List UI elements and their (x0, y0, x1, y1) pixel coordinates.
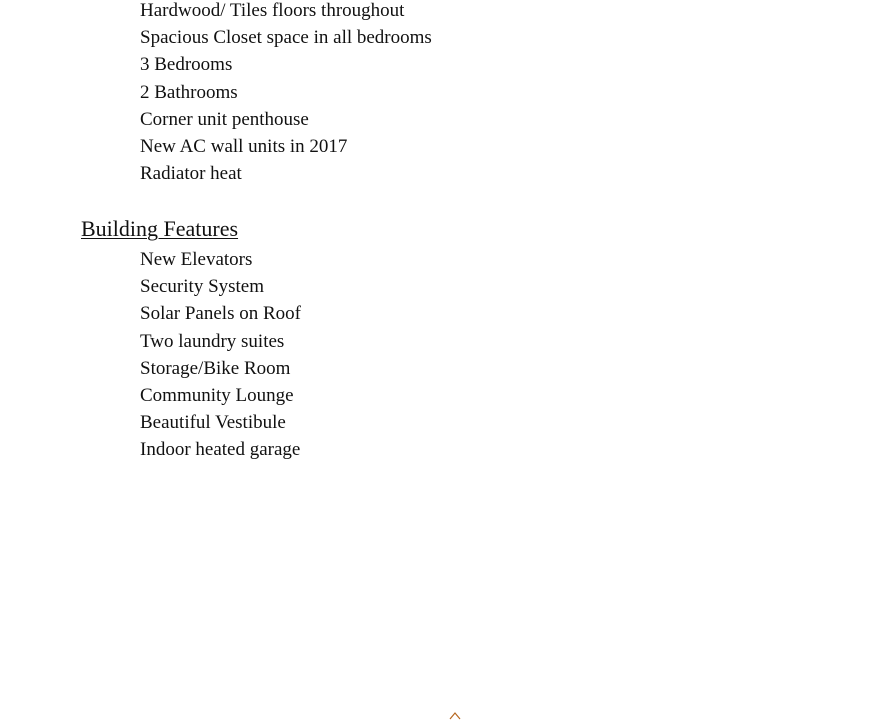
list-text: New AC wall units in 2017 (140, 135, 348, 157)
caret-up-icon (449, 711, 461, 720)
building-features-heading: Building Features (81, 216, 239, 241)
list-text: Radiator heat (140, 163, 242, 185)
list-text: Beautiful Vestibule (140, 412, 286, 434)
list-text: Two laundry suites (140, 330, 285, 352)
list-text: Solar Panels on Roof (140, 303, 301, 325)
list-text: Corner unit penthouse (140, 108, 309, 130)
list-text: 2 Bathrooms (140, 81, 238, 103)
list-text: 3 Bedrooms (140, 54, 233, 76)
list-text: Hardwood/ Tiles floors throughout (140, 0, 405, 21)
list-text: Spacious Closet space in all bedrooms (140, 27, 432, 49)
list-text: Community Lounge (140, 384, 294, 406)
list-text: New Elevators (140, 249, 253, 270)
list-text: Storage/Bike Room (140, 357, 291, 379)
list-text: Security System (140, 276, 265, 298)
list-text: Indoor heated garage (140, 439, 301, 461)
